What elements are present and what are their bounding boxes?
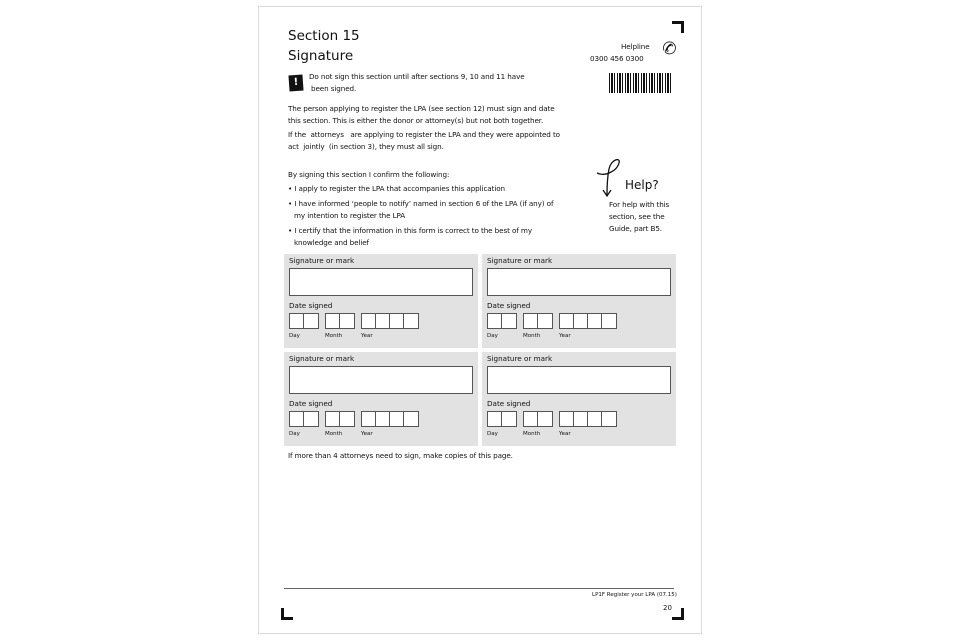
crop-mark xyxy=(281,608,293,620)
month-field[interactable] xyxy=(523,411,553,427)
signature-field[interactable] xyxy=(487,366,671,394)
month-field[interactable] xyxy=(325,313,355,329)
day-field[interactable] xyxy=(487,411,517,427)
help-text: For help with this xyxy=(609,200,670,209)
helpline-label: Helpline xyxy=(621,42,650,51)
bullet-3: • I certify that the information in this form is correct to the best of my xyxy=(288,226,532,235)
signature-panel xyxy=(482,254,676,348)
year-field[interactable] xyxy=(559,411,617,427)
help-text: section, see the xyxy=(609,212,665,221)
page-title: Signature xyxy=(288,48,354,64)
intro-text: this section. This is either the donor or attorney(s) but not both together. xyxy=(288,116,544,125)
signature-panel xyxy=(482,352,676,446)
crop-mark xyxy=(672,21,684,33)
day-field[interactable] xyxy=(487,313,517,329)
date-signed-label: Date signed xyxy=(487,301,531,310)
year-label: Year xyxy=(559,431,571,437)
date-signed-label: Date signed xyxy=(289,399,333,408)
warning-line-1: Do not sign this section until after sections 9, 10 and 11 have xyxy=(309,72,525,81)
help-text: Guide, part B5. xyxy=(609,224,662,233)
day-label: Day xyxy=(289,431,300,437)
signature-field[interactable] xyxy=(289,366,473,394)
year-label: Year xyxy=(361,333,373,339)
form-page xyxy=(258,6,702,634)
month-label: Month xyxy=(325,431,343,437)
year-label: Year xyxy=(559,333,571,339)
page-number: 20 xyxy=(663,604,672,612)
warning-line-2: been signed. xyxy=(311,84,357,93)
barcode xyxy=(609,73,671,93)
day-field[interactable] xyxy=(289,411,319,427)
bullet-text: I have informed ‘people to notify’ named in section 6 of the LPA (if any) of xyxy=(294,199,554,208)
month-field[interactable] xyxy=(325,411,355,427)
day-label: Day xyxy=(487,431,498,437)
warning-icon: ! xyxy=(288,75,303,92)
footer-divider xyxy=(284,588,674,589)
bullet-text: my intention to register the LPA xyxy=(294,211,406,220)
signature-label: Signature or mark xyxy=(289,256,355,265)
signature-panel xyxy=(284,254,478,348)
confirm-heading: By signing this section I confirm the following: xyxy=(288,170,450,179)
bullet-text: knowledge and belief xyxy=(294,238,369,247)
intro-text: The person applying to register the LPA (see section 12) must sign and date xyxy=(288,104,555,113)
year-label: Year xyxy=(361,431,373,437)
bullet-1: • I apply to register the LPA that accompanies this application xyxy=(288,184,505,193)
section-number: Section 15 xyxy=(288,28,360,44)
copies-note: If more than 4 attorneys need to sign, make copies of this page. xyxy=(288,451,513,460)
phone-icon: ✆ xyxy=(659,37,679,61)
intro-text: If the attorneys are applying to register the LPA and they were appointed to xyxy=(288,130,560,139)
day-label: Day xyxy=(289,333,300,339)
signature-label: Signature or mark xyxy=(487,354,553,363)
date-signed-label: Date signed xyxy=(487,399,531,408)
signature-label: Signature or mark xyxy=(289,354,355,363)
bullet-text: I certify that the information in this form is correct to the best of my xyxy=(294,226,532,235)
signature-label: Signature or mark xyxy=(487,256,553,265)
month-label: Month xyxy=(325,333,343,339)
form-reference: LP1F Register your LPA (07.15) xyxy=(592,592,677,598)
signature-field[interactable] xyxy=(289,268,473,296)
signature-panel xyxy=(284,352,478,446)
date-signed-label: Date signed xyxy=(289,301,333,310)
helpline-number: 0300 456 0300 xyxy=(590,54,644,63)
month-label: Month xyxy=(523,333,541,339)
year-field[interactable] xyxy=(559,313,617,329)
intro-text: act jointly (in section 3), they must all sign. xyxy=(288,142,444,151)
day-field[interactable] xyxy=(289,313,319,329)
month-field[interactable] xyxy=(523,313,553,329)
crop-mark xyxy=(672,608,684,620)
day-label: Day xyxy=(487,333,498,339)
help-title: Help? xyxy=(625,178,659,192)
signature-field[interactable] xyxy=(487,268,671,296)
year-field[interactable] xyxy=(361,313,419,329)
year-field[interactable] xyxy=(361,411,419,427)
month-label: Month xyxy=(523,431,541,437)
bullet-text: I apply to register the LPA that accompanies this application xyxy=(294,184,505,193)
bullet-2: • I have informed ‘people to notify’ named in section 6 of the LPA (if any) of xyxy=(288,199,554,208)
